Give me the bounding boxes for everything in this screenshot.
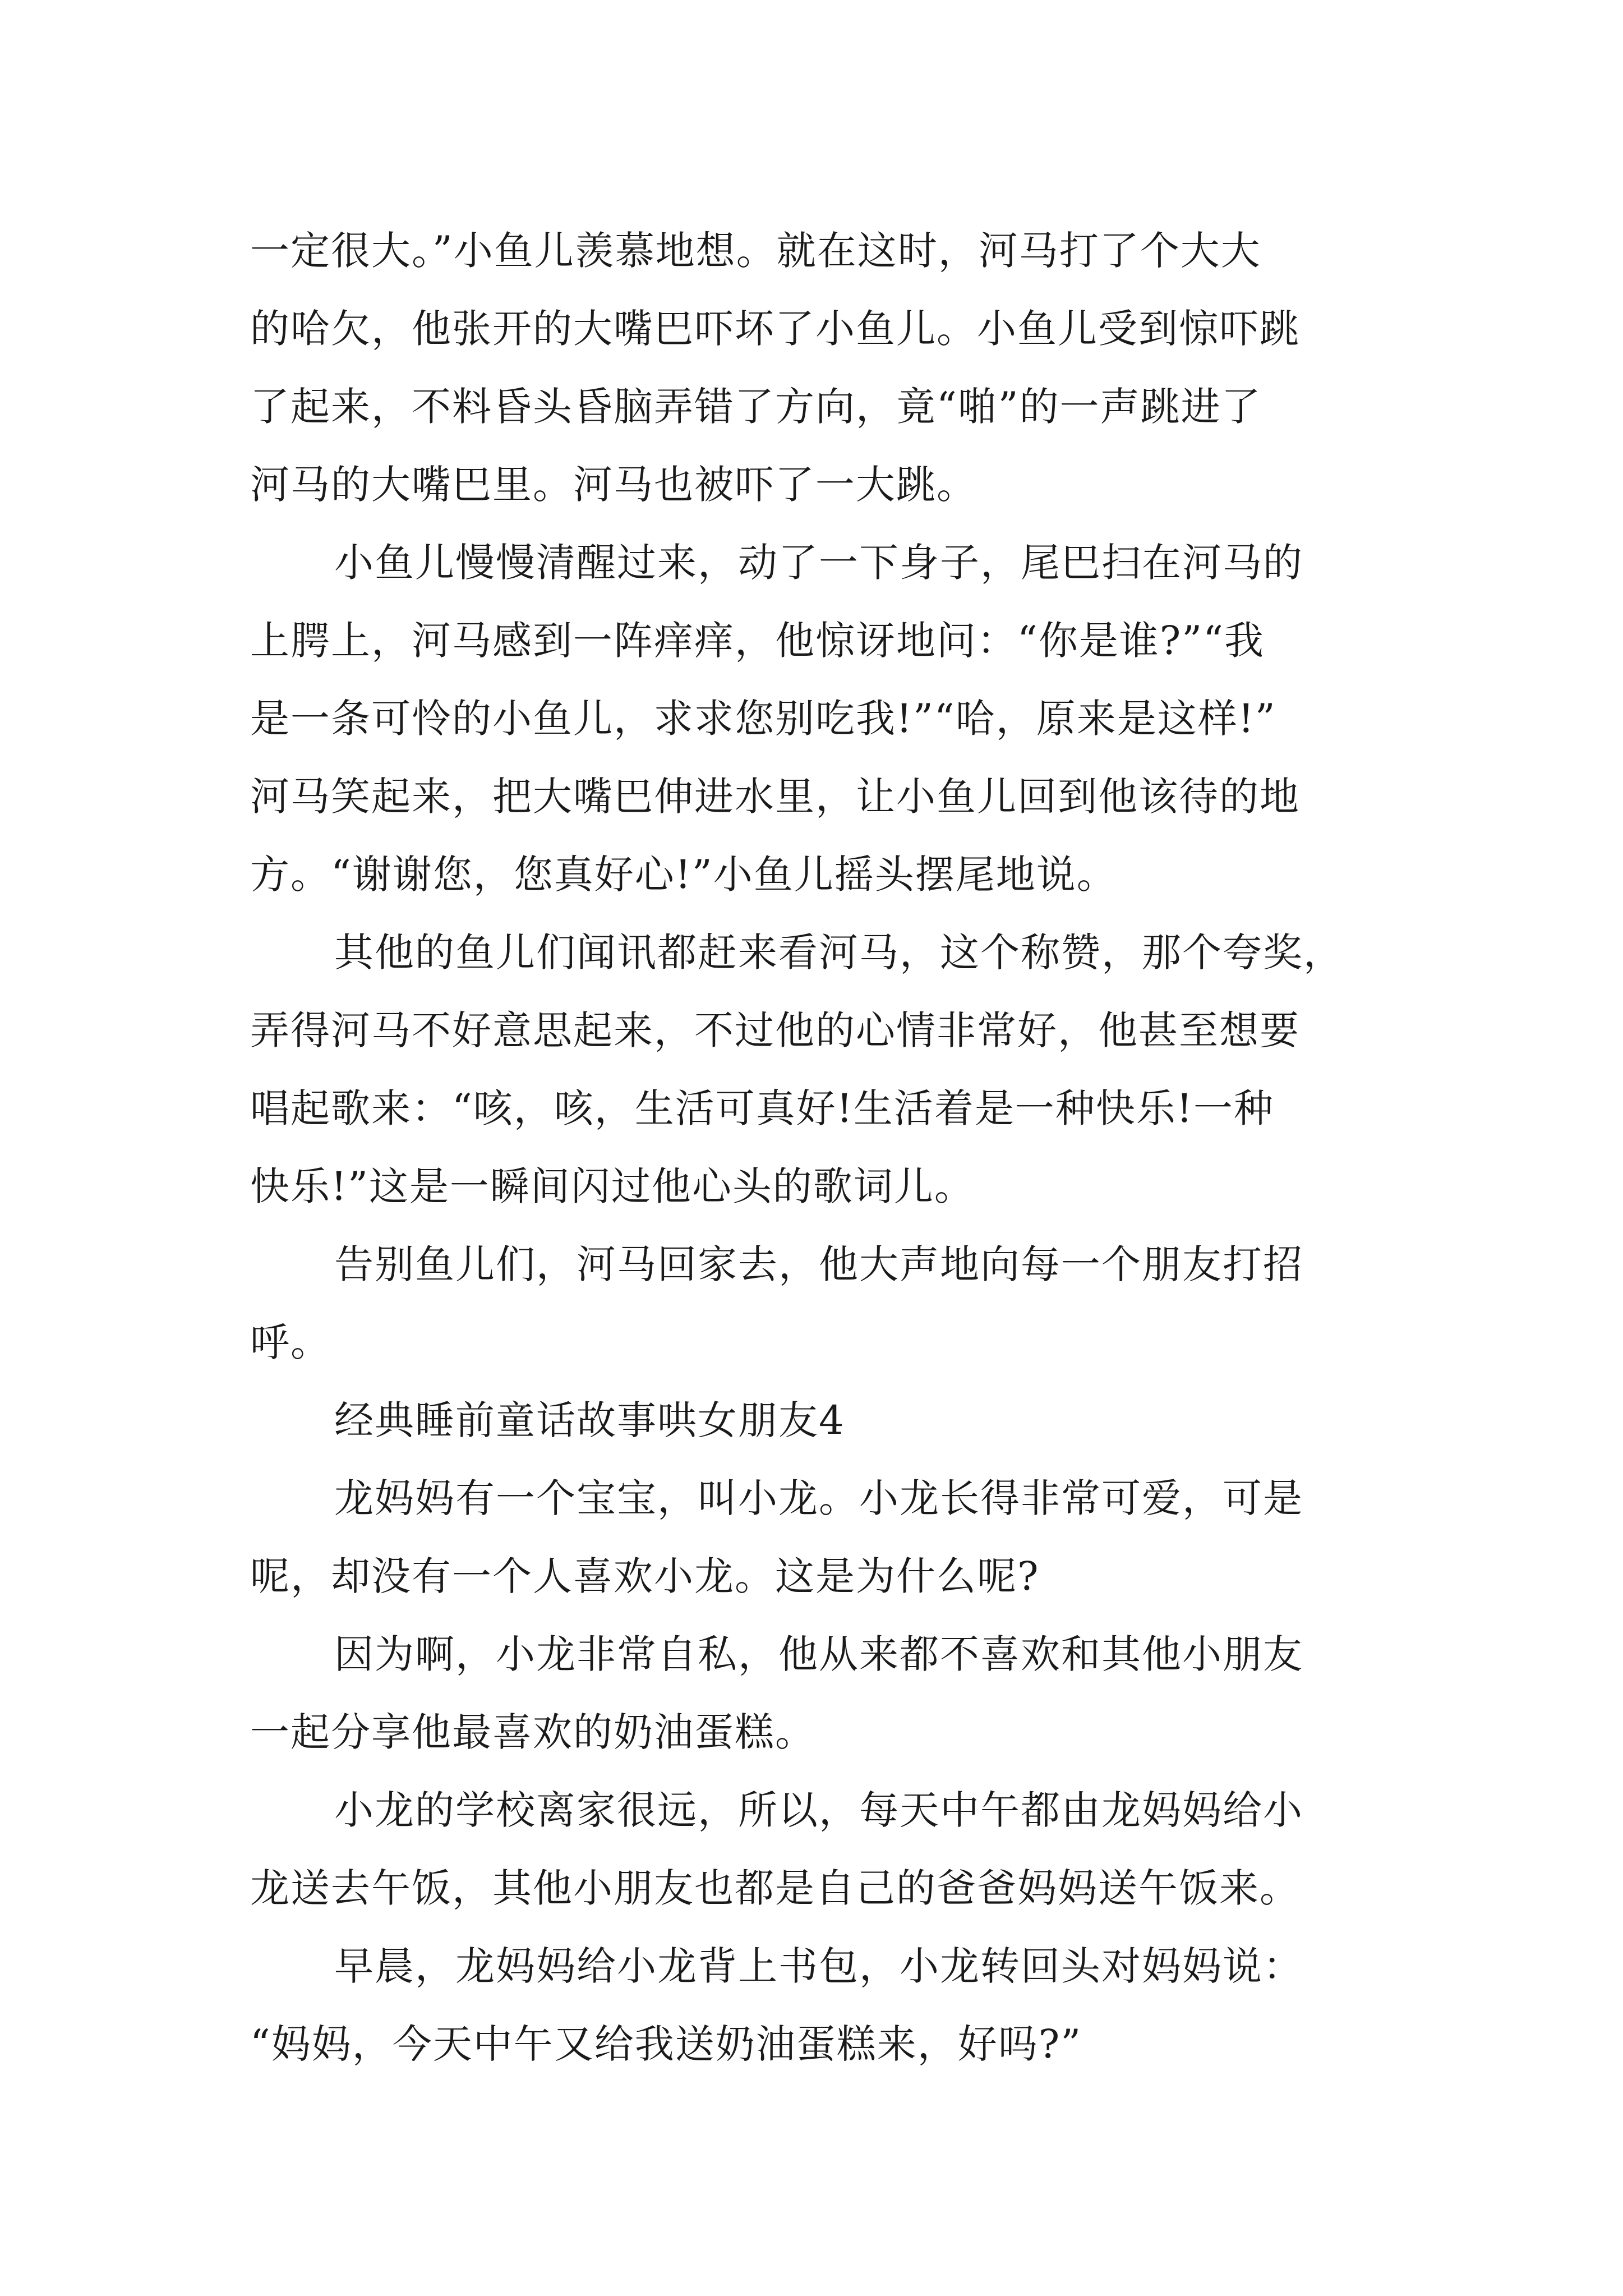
paragraph-start-line: 小龙的学校离家很远，所以，每天中午都由龙妈妈给小 [334,1787,1303,1833]
text-line: 弄得河马不好意思起来，不过他的心情非常好，他甚至想要 [250,1007,1300,1053]
paragraph-start-line: 告别鱼儿们，河马回家去，他大声地向每一个朋友打招 [334,1241,1303,1287]
text-line: 方。“谢谢您，您真好心!”小鱼儿摇头摆尾地说。 [250,852,1117,898]
text-line: 一定很大。”小鱼儿羡慕地想。就在这时，河马打了个大大 [250,228,1261,274]
text-line: 河马的大嘴巴里。河马也被吓了一大跳。 [250,462,977,508]
text-line: 河马笑起来，把大嘴巴伸进水里，让小鱼儿回到他该待的地 [250,774,1300,820]
text-line: 龙送去午饭，其他小朋友也都是自己的爸爸妈妈送午饭来。 [250,1865,1300,1911]
text-line: 一起分享他最喜欢的奶油蛋糕。 [250,1709,815,1755]
text-line: 呼。 [250,1319,331,1365]
paragraph-start-line: 小鱼儿慢慢清醒过来，动了一下身子，尾巴扫在河马的 [334,540,1303,586]
paragraph-start-line: 龙妈妈有一个宝宝，叫小龙。小龙长得非常可爱，可是 [334,1475,1303,1521]
text-line: 唱起歌来：“咳，咳，生活可真好!生活着是一种快乐!一种 [250,1085,1275,1131]
paragraph-start-line: 因为啊，小龙非常自私，他从来都不喜欢和其他小朋友 [334,1631,1303,1677]
text-line: 上腭上，河马感到一阵痒痒，他惊讶地问：“你是谁?”“我 [250,618,1265,664]
text-line: 了起来，不料昏头昏脑弄错了方向，竟“啪”的一声跳进了 [250,384,1262,430]
text-line: 的哈欠，他张开的大嘴巴吓坏了小鱼儿。小鱼儿受到惊吓跳 [250,306,1300,352]
document-body [250,212,1394,2083]
text-line: “妈妈，今天中午又给我送奶油蛋糕来，好吗?” [250,2021,1082,2067]
text-line: 快乐!”这是一瞬间闪过他心头的歌词儿。 [250,1163,975,1209]
text-line: 呢，却没有一个人喜欢小龙。这是为什么呢? [250,1553,1040,1599]
text-line: 是一条可怜的小鱼儿，求求您别吃我!”“哈，原来是这样!” [250,696,1276,742]
section-heading: 经典睡前童话故事哄女朋友4 [334,1397,845,1443]
paragraph-start-line: 其他的鱼儿们闻讯都赶来看河马，这个称赞，那个夸奖， [334,930,1344,976]
paragraph-start-line: 早晨，龙妈妈给小龙背上书包，小龙转回头对妈妈说： [334,1943,1303,1989]
